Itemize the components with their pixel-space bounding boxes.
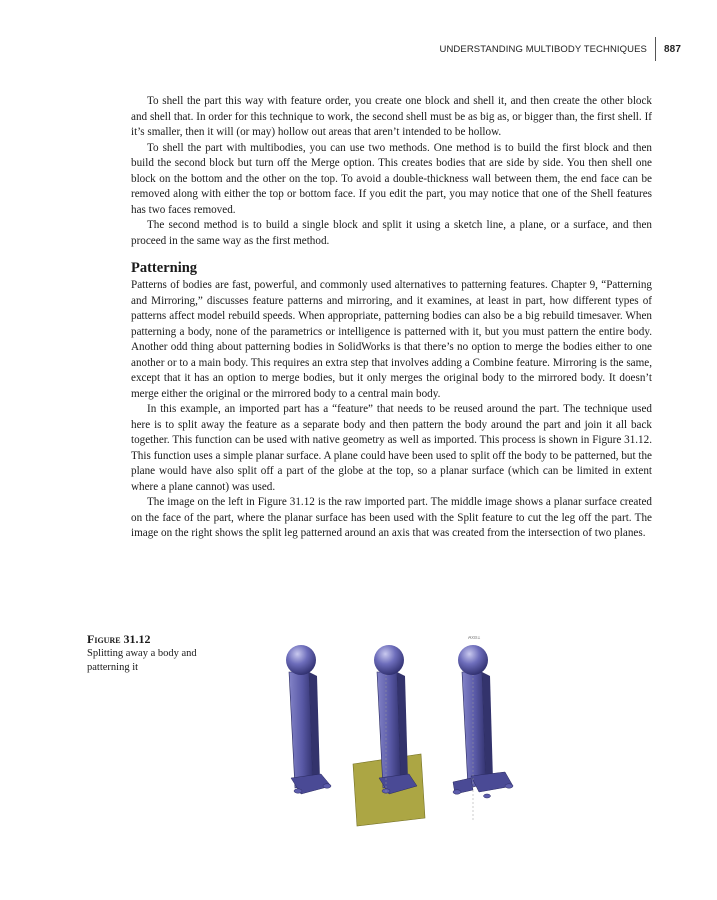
- figure-caption: [87, 632, 217, 676]
- paragraph: To shell the part with multibodies, you can use two methods. One method is to build the first block and then build the second block but turn off the Merge option. This creates bodies that are side by side. You then shell one block on the bottom and the other on the top. To avoid a double-thickness wall between them, the end face can be removed along with either the top or bottom face. If you edit the part, you may notice that one of the Shell features has two faces removed.: [131, 141, 652, 216]
- running-title: UNDERSTANDING MULTIBODY TECHNIQUES: [439, 43, 647, 55]
- section-heading: Patterning: [131, 260, 198, 276]
- paragraph: To shell the part this way with feature order, you create one block and shell it, and then create the other block and shell that. In order for this technique to work, the second shell must be as big as, or bigger than, the first shell. If it’s smaller, then it will (or may) hollow out areas that aren’t intended to be hollow.: [131, 95, 652, 138]
- main-text: [131, 94, 652, 542]
- figure-label: Figure 31.12: [87, 632, 151, 646]
- part-right: [453, 636, 513, 820]
- paragraph: The second method is to build a single block and split it using a sketch line, a plane, or a surface, and then proceed in the same way as the first method.: [131, 219, 652, 247]
- header-divider: [655, 37, 656, 61]
- paragraph: In this example, an imported part has a “feature” that needs to be reused around the part. The technique used here is to split away the feature as a separate body and then pattern the body around the part and join it all back together. This function can be used with native geometry as well as imported. This process is shown in Figure 31.12. This function uses a simple planar surface. A plane could have been used to split off the body to be patterned, but the plane would have also split off a part of the globe at the top, so a planar surface (which can be limited in extent where a plane cannot) was used.: [131, 403, 652, 493]
- figure-image: [265, 636, 555, 828]
- paragraph: The image on the left in Figure 31.12 is the raw imported part. The middle image shows a planar surface created on the face of the part, where the planar surface has been used with the Split feature to cut the leg off the part. The image on the right shows the split leg patterned around an axis that was created from the intersection of two planes.: [131, 496, 652, 539]
- page-number: 887: [664, 43, 681, 55]
- axis-label: Axis1: [468, 636, 481, 641]
- part-middle: [353, 645, 425, 826]
- figure-caption-text: Splitting away a body and patterning it: [87, 647, 197, 673]
- part-left: [286, 645, 331, 794]
- paragraph: Patterns of bodies are fast, powerful, and commonly used alternatives to patterning features. Chapter 9, “Patterning and Mirroring,” discusses feature patterns and mirroring, and it examines, at least in part, how different types of patterns affect model rebuild speeds. When appropriate, patterning bodies can also be a big rebuild timesaver. When patterning a body, none of the parametrics or intelligence is patterned with it, but you must pattern the entire body. Another odd thing about patterning bodies in SolidWorks is that there’s no option to merge the bodies either to one another or to a main body. This requires an extra step that involves adding a Combine feature. Mirroring is the same, except that it has an option to merge bodies, but it only merges the original body to the mirrored body. It doesn’t merge either the original or the mirrored body to a central main body.: [131, 279, 652, 400]
- running-header: [440, 38, 682, 60]
